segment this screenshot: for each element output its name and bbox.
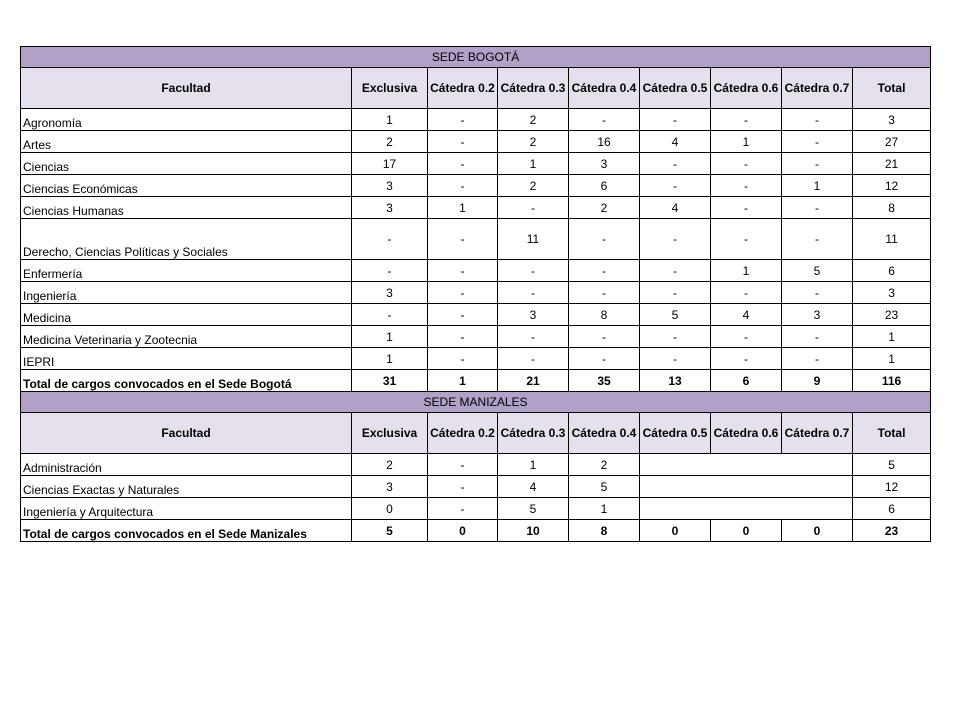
table-row xyxy=(21,197,931,219)
value-cell: 3 xyxy=(853,109,931,131)
value-cell: - xyxy=(640,326,711,348)
value-cell: - xyxy=(428,454,498,476)
value-cell: 12 xyxy=(853,175,931,197)
value-cell: 5 xyxy=(782,260,853,282)
value-cell: - xyxy=(428,282,498,304)
value-cell: - xyxy=(428,498,498,520)
total-value-cell: 9 xyxy=(782,370,853,392)
value-cell: - xyxy=(782,109,853,131)
value-cell: - xyxy=(640,348,711,370)
column-header: Facultad xyxy=(21,68,352,109)
faculty-name: Medicina xyxy=(21,304,352,326)
faculty-name: Administración xyxy=(21,454,352,476)
column-header: Exclusiva xyxy=(352,68,428,109)
value-cell xyxy=(640,454,711,476)
column-header: Facultad xyxy=(21,413,352,454)
table-row xyxy=(21,260,931,282)
faculty-name: IEPRI xyxy=(21,348,352,370)
value-cell: 23 xyxy=(853,304,931,326)
value-cell: - xyxy=(640,219,711,260)
total-label: Total de cargos convocados en el Sede Manizales xyxy=(21,520,352,542)
table-row xyxy=(21,109,931,131)
value-cell: - xyxy=(569,109,640,131)
total-value-cell: 13 xyxy=(640,370,711,392)
value-cell: - xyxy=(711,109,782,131)
value-cell: 3 xyxy=(498,304,569,326)
value-cell: - xyxy=(352,219,428,260)
value-cell: - xyxy=(498,326,569,348)
total-value-cell: 1 xyxy=(428,370,498,392)
value-cell: - xyxy=(498,282,569,304)
faculty-name: Derecho, Ciencias Políticas y Sociales xyxy=(21,219,352,260)
value-cell: - xyxy=(782,219,853,260)
value-cell: 17 xyxy=(352,153,428,175)
column-header: Exclusiva xyxy=(352,413,428,454)
total-label: Total de cargos convocados en el Sede Bogotá xyxy=(21,370,352,392)
value-cell: 3 xyxy=(569,153,640,175)
total-value-cell: 0 xyxy=(782,520,853,542)
value-cell xyxy=(640,476,711,498)
value-cell: 2 xyxy=(498,131,569,153)
value-cell: 1 xyxy=(352,348,428,370)
value-cell: - xyxy=(428,219,498,260)
total-value-cell: 0 xyxy=(640,520,711,542)
value-cell: 1 xyxy=(498,454,569,476)
faculty-name: Ciencias Económicas xyxy=(21,175,352,197)
value-cell: 11 xyxy=(853,219,931,260)
value-cell: 1 xyxy=(853,348,931,370)
value-cell: 2 xyxy=(498,109,569,131)
value-cell: 6 xyxy=(569,175,640,197)
value-cell: - xyxy=(352,260,428,282)
value-cell: 1 xyxy=(711,260,782,282)
faculty-name: Ingeniería y Arquitectura xyxy=(21,498,352,520)
value-cell: 3 xyxy=(352,175,428,197)
value-cell: 2 xyxy=(352,131,428,153)
value-cell: 21 xyxy=(853,153,931,175)
value-cell: 5 xyxy=(853,454,931,476)
table-row xyxy=(21,498,931,520)
value-cell: 5 xyxy=(640,304,711,326)
value-cell: - xyxy=(428,175,498,197)
value-cell: 2 xyxy=(569,197,640,219)
table-row xyxy=(21,219,931,260)
faculty-name: Ciencias Humanas xyxy=(21,197,352,219)
table-row xyxy=(21,131,931,153)
column-header: Cátedra 0.4 xyxy=(569,68,640,109)
value-cell: 4 xyxy=(498,476,569,498)
value-cell: 1 xyxy=(782,175,853,197)
value-cell: 5 xyxy=(569,476,640,498)
value-cell: 1 xyxy=(428,197,498,219)
total-value-cell: 116 xyxy=(853,370,931,392)
value-cell: 27 xyxy=(853,131,931,153)
value-cell: 3 xyxy=(352,476,428,498)
value-cell: 1 xyxy=(569,498,640,520)
value-cell: 8 xyxy=(853,197,931,219)
column-header: Cátedra 0.7 xyxy=(782,68,853,109)
table-row xyxy=(21,454,931,476)
value-cell: 1 xyxy=(352,326,428,348)
value-cell: - xyxy=(569,282,640,304)
bogota-header-row xyxy=(21,68,931,109)
column-header: Cátedra 0.4 xyxy=(569,413,640,454)
value-cell xyxy=(711,498,782,520)
total-value-cell: 23 xyxy=(853,520,931,542)
faculty-name: Agronomía xyxy=(21,109,352,131)
table-row xyxy=(21,282,931,304)
total-value-cell: 10 xyxy=(498,520,569,542)
value-cell: 1 xyxy=(498,153,569,175)
total-value-cell: 5 xyxy=(352,520,428,542)
value-cell: 6 xyxy=(853,498,931,520)
table-row xyxy=(21,348,931,370)
value-cell: - xyxy=(640,109,711,131)
faculty-name: Ingeniería xyxy=(21,282,352,304)
value-cell: - xyxy=(711,153,782,175)
value-cell xyxy=(782,454,853,476)
column-header: Cátedra 0.2 xyxy=(428,68,498,109)
faculty-name: Artes xyxy=(21,131,352,153)
manizales-title-row xyxy=(21,392,931,413)
value-cell: 16 xyxy=(569,131,640,153)
value-cell: - xyxy=(428,304,498,326)
faculty-name: Enfermería xyxy=(21,260,352,282)
value-cell: - xyxy=(428,109,498,131)
value-cell: - xyxy=(352,304,428,326)
value-cell: - xyxy=(498,260,569,282)
value-cell: - xyxy=(428,131,498,153)
value-cell: - xyxy=(428,260,498,282)
bogota-total-row xyxy=(21,370,931,392)
bogota-title-row xyxy=(21,47,931,68)
value-cell: 1 xyxy=(853,326,931,348)
column-header: Cátedra 0.7 xyxy=(782,413,853,454)
table-row xyxy=(21,326,931,348)
value-cell: - xyxy=(711,282,782,304)
column-header: Cátedra 0.3 xyxy=(498,413,569,454)
value-cell xyxy=(711,454,782,476)
value-cell: - xyxy=(782,326,853,348)
column-header: Cátedra 0.5 xyxy=(640,68,711,109)
value-cell: 4 xyxy=(640,131,711,153)
faculty-name: Ciencias xyxy=(21,153,352,175)
value-cell: 0 xyxy=(352,498,428,520)
total-value-cell: 0 xyxy=(428,520,498,542)
bogota-section-title: SEDE BOGOTÁ xyxy=(21,47,931,68)
value-cell: - xyxy=(782,197,853,219)
value-cell: - xyxy=(711,197,782,219)
value-cell: 3 xyxy=(782,304,853,326)
total-value-cell: 0 xyxy=(711,520,782,542)
value-cell xyxy=(711,476,782,498)
value-cell: - xyxy=(640,175,711,197)
table-row xyxy=(21,153,931,175)
column-header: Cátedra 0.6 xyxy=(711,68,782,109)
value-cell: 2 xyxy=(352,454,428,476)
total-value-cell: 8 xyxy=(569,520,640,542)
value-cell: 8 xyxy=(569,304,640,326)
value-cell: - xyxy=(569,348,640,370)
value-cell: 3 xyxy=(352,282,428,304)
value-cell: - xyxy=(569,260,640,282)
value-cell: 5 xyxy=(498,498,569,520)
value-cell: - xyxy=(711,219,782,260)
value-cell: - xyxy=(569,219,640,260)
value-cell: 1 xyxy=(711,131,782,153)
value-cell: - xyxy=(569,326,640,348)
column-header: Cátedra 0.6 xyxy=(711,413,782,454)
column-header: Total xyxy=(853,68,931,109)
value-cell: - xyxy=(782,348,853,370)
value-cell: - xyxy=(428,153,498,175)
table-row xyxy=(21,175,931,197)
value-cell xyxy=(782,498,853,520)
total-value-cell: 35 xyxy=(569,370,640,392)
value-cell xyxy=(640,498,711,520)
faculty-name: Ciencias Exactas y Naturales xyxy=(21,476,352,498)
value-cell: - xyxy=(711,348,782,370)
value-cell: - xyxy=(428,476,498,498)
value-cell: - xyxy=(782,131,853,153)
value-cell: - xyxy=(640,153,711,175)
value-cell: - xyxy=(711,175,782,197)
value-cell: - xyxy=(428,326,498,348)
total-value-cell: 6 xyxy=(711,370,782,392)
faculty-name: Medicina Veterinaria y Zootecnia xyxy=(21,326,352,348)
value-cell: 11 xyxy=(498,219,569,260)
value-cell: 6 xyxy=(853,260,931,282)
table-row xyxy=(21,304,931,326)
value-cell: - xyxy=(711,326,782,348)
manizales-section-title: SEDE MANIZALES xyxy=(21,392,931,413)
value-cell: - xyxy=(498,197,569,219)
total-value-cell: 31 xyxy=(352,370,428,392)
value-cell: 1 xyxy=(352,109,428,131)
faculty-positions-table xyxy=(20,46,931,542)
value-cell: 2 xyxy=(569,454,640,476)
value-cell: 3 xyxy=(853,282,931,304)
column-header: Total xyxy=(853,413,931,454)
column-header: Cátedra 0.5 xyxy=(640,413,711,454)
value-cell: - xyxy=(498,348,569,370)
value-cell: 3 xyxy=(352,197,428,219)
value-cell: - xyxy=(428,348,498,370)
value-cell: - xyxy=(640,282,711,304)
value-cell: - xyxy=(640,260,711,282)
value-cell: 2 xyxy=(498,175,569,197)
value-cell: 12 xyxy=(853,476,931,498)
value-cell: - xyxy=(782,153,853,175)
column-header: Cátedra 0.3 xyxy=(498,68,569,109)
manizales-total-row xyxy=(21,520,931,542)
value-cell: 4 xyxy=(711,304,782,326)
column-header: Cátedra 0.2 xyxy=(428,413,498,454)
value-cell: - xyxy=(782,282,853,304)
manizales-header-row xyxy=(21,413,931,454)
total-value-cell: 21 xyxy=(498,370,569,392)
value-cell xyxy=(782,476,853,498)
table-row xyxy=(21,476,931,498)
value-cell: 4 xyxy=(640,197,711,219)
